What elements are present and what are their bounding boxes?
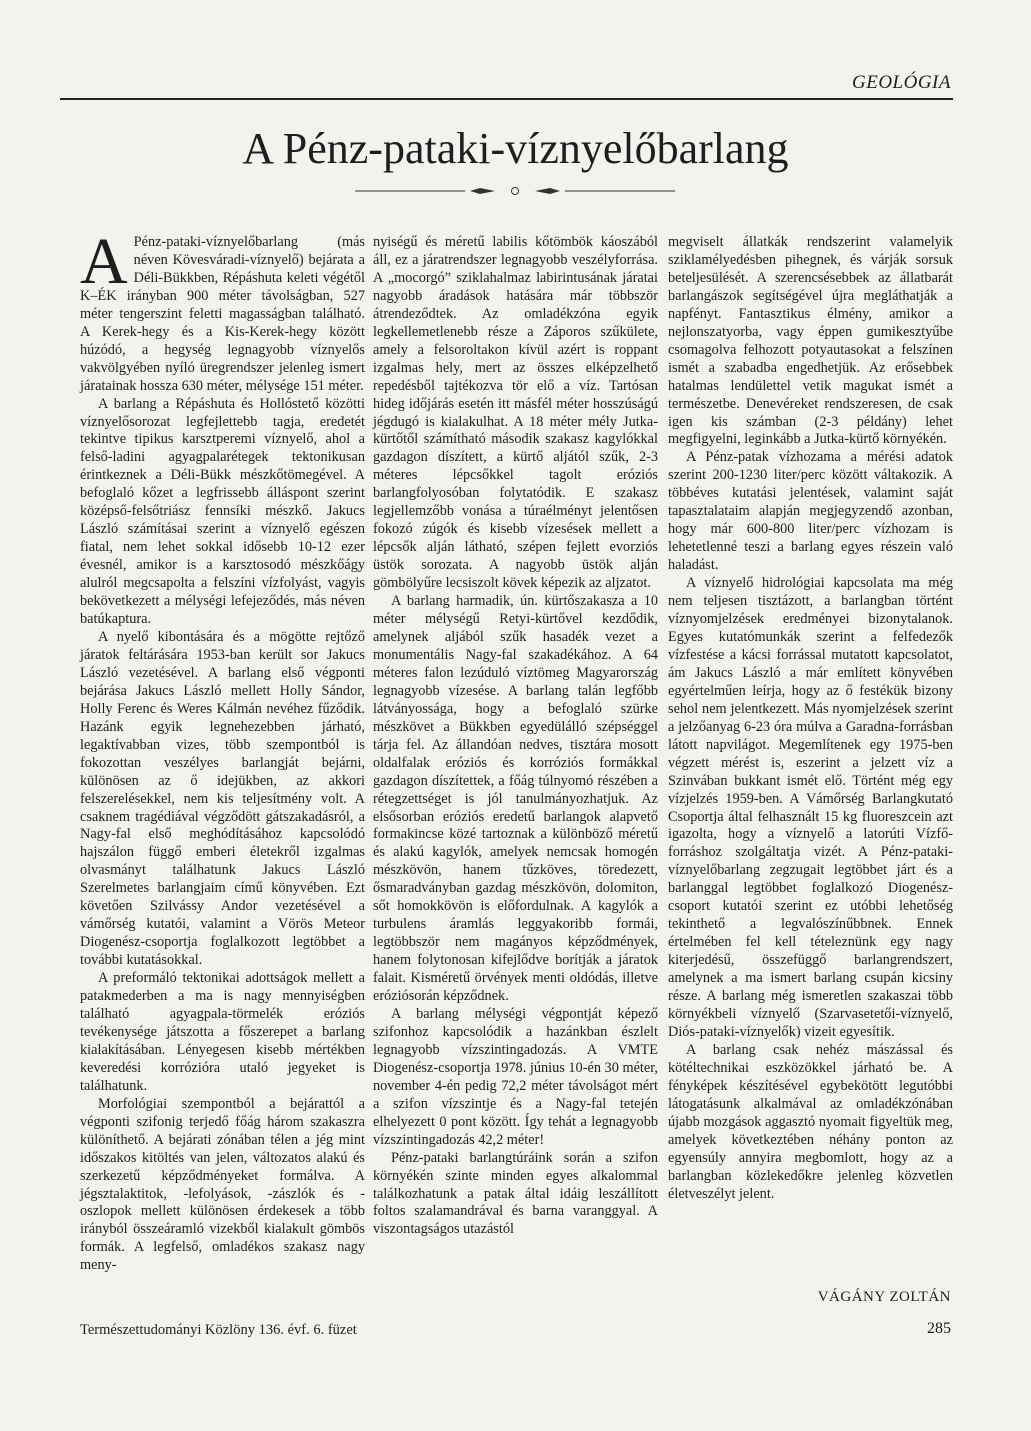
paragraph: megviselt állatkák rendszerint valamelyik sziklamélyedésben pihegnek, és várják sorsuk beteljesülését. A szerencsésebbek az állatbarát barlangászok segítségével újra megláthatják a napfényt. Fantasztikus élmény, amikor a nejlonszatyorba, vagy éppen gumikesztyűbe csomagolva felhozott potyautasokat a felszínen ismét a szabadba engedhetjük. Az erősebbek hatalmas lendülettel vetik magukat ismét a természetbe. Denevéreket rendszeresen, de csak igen kis számban (2-3 példány) lehet megfigyelni, leginkább a Jutka-kürtő környékén. <box>668 234 953 448</box>
drop-cap: A <box>80 225 128 298</box>
paragraph: A preformáló tektonikai adottságok mellett a patakmederben a ma is nagy mennyiségben található agyagpala-törmelék eróziós tevékenysége játszotta a főszerepet a barlang kialakításában. Lényegesen kisebb mértékben keveredési korrózióra utaló jegyeket is találhatunk. <box>80 970 365 1094</box>
paragraph-text: Pénz-pataki-víznyelőbarlang (más néven Kövesváradi-víznyelő) bejárata a Déli-Bükkben, Répáshuta keleti végétől K–ÉK irányban 900 méter távolságban, 527 méter tengerszint feletti magasságban található. A Kerek-hegy és a Kis-Kerek-hegy között húzódó, a hegység legnagyobb víznyelős vakvölgyében nyíló üregrendszer jelenleg ismert járatainak hossza 630 méter, mélysége 151 méter. <box>80 234 365 394</box>
paragraph: Pénz-pataki barlangtúráink során a szifon környékén szinte minden egyes alkalommal találkozhatunk a patak által idáig leszállított foltos szalamandrával és barna varanggyal. A viszontagságos utazástól <box>373 1149 658 1238</box>
article-title: A Pénz-pataki-víznyelőbarlang <box>242 124 789 173</box>
paragraph: A nyelő kibontására és a mögötte rejtőző járatok feltárására 1953-ban került sor Jakucs László vezetésével. A barlang első végponti bejárása Jakucs László mellett Holly Sándor, Holly Ferenc és Weres Kálmán nevéhez fűződik. Hazánk egyik legnehezebben járható, legaktívabban vizes, több szempontból is fokozottan veszélyes barlangját bejárni, különösen az ő idejükben, az akkori felszerelésekkel, nem kis teljesítmény volt. A csaknem tragédiával végződött gátszakadásról, a Nagy-fal első meghódításához kapcsolódó hajszálon függő emberi életekről izgalmas olvasmányt találhatunk Jakucs László Szerelmetes barlangjaim című könyvében. Ezt követően Szilvássy Andor vezetésével a vámőrség kutatói, valamint a Vörös Meteor Diogenész-csoportja foglalkozott legtöbbet a további kutatásokkal. <box>80 628 365 969</box>
column-1 <box>80 225 365 1275</box>
paragraph: A barlang harmadik, ún. kürtőszakasza a 10 méter mélységű Retyi-kürtővel kezdődik, amelynek aljából szűk hasadék vezet a monumentális Nagy-fal szakadékához. A 64 méteres falon lezúduló víztömeg Magyarország legnagyobb vízesése. A barlang talán legfőbb látványossága, hogy a befoglaló szürke mészkövet a Bükkben egyedülálló szépséggel tárja fel. Az állandóan nedves, tisztára mosott oldalfalak eróziós és korróziós formákkal gazdagon díszítettek, a főág túlnyomó részében a rétegzettséget is jól tanulmányozhatjuk. Az elsősorban eróziós eredetű barlangok alapvető formakincse közé tartoznak a különböző méretű és alakú kagylók, amelyek nemcsak homogén mészkövön, hanem tűzköves, töredezett, ősmaradványban gazdag mészkövön, dolomiton, sőt homokkövön is előfordulnak. A kagylók a turbulens áramlás leggyakoribb formái, legtöbbször nem magányos képződmények, hanem folytonosan kifejlődve borítják a járatok falait. Kisméretű örvények menti oldódás, illetve eróziósorán képződnek. <box>373 593 658 1005</box>
paragraph: nyiségű és méretű labilis kőtömbök káoszából áll, ez a járatrendszer legnagyobb veszélyforrása. A „mocorgó” sziklahalmaz labirintusának járatai nagyobb áradások hatására már többször átrendeződtek. Az omladékzóna egyik legkellemetlenebb része a Záporos szűkülete, amely a felsoroltakon kívül azért is roppant izgalmas hely, mert az összes elképzelhető repedésből tajtékozva tör elő a víz. Tartósan hideg időjárás esetén itt másfél méter hosszúságú jégdugó is kialakulhat. A 18 méter mély Jutka-kürtőtől számítható második szakasz kagylókkal gazdagon díszített, a kürtő aljától szűk, 2-3 méteres lépcsőkkel tagolt eróziós barlangfolyosóban folytatódik. E szakasz legjellemzőbb vonása a túraélményt jelentősen fokozó zúgók és kisebb vízesések mellett a lépcsők alján látható, szépen fejlett evorziós üstök sorozata. A nagyobb üstök alján gömbölyűre lecsiszolt kövek képezik az aljzatot. <box>373 234 658 592</box>
column-2 <box>373 234 658 1239</box>
paragraph <box>80 225 365 396</box>
author-name: VÁGÁNY ZOLTÁN <box>817 1289 951 1305</box>
paragraph: A barlang a Répáshuta és Hollóstető közötti víznyelősorozat legfejlettebb tagja, eredetét tekintve tipikus karsztperemi víznyelő, ahol a felső-ladini agyagpalarétegek tektonikusan érintkeznek a Déli-Bükk mészkőtömegével. A befoglaló kőzet a legfrissebb álláspont szerint középső-felsőtriász fennsíki mészkő. Jakucs László számításai szerint a víznyelő egészen fiatal, nem lehet sokkal idősebb 10-12 ezer évesnél, amikor is a karsztosodó mészkőágy alulról megcsapolta a felszíni vízfolyást, vagyis bekövetkezett a mélységi lefejeződés, más néven batúkaptura. <box>80 395 365 628</box>
paragraph: A barlang csak nehéz mászással és kötéltechnikai eszközökkel járható be. A fényképek készítésével egybekötött legutóbbi látogatásunk alkalmával az omladékzónában újabb mozgások aggasztó nyomait figyeltük meg, amelyek következtében néhány ponton az egyensúly annyira megbomlott, hogy az a barlangban közlekedőkre jelenleg közvetlen életveszélyt jelent. <box>668 1041 953 1202</box>
journal-footer: Természettudományi Közlöny 136. évf. 6. füzet <box>80 1322 357 1338</box>
header-rule <box>60 98 953 100</box>
paragraph: A Pénz-patak vízhozama a mérési adatok szerint 200-1230 liter/perc között váltakozik. A többéves kutatási jelentések, valamint saját tapasztalataim alapján megjegyzendő azonban, hogy már 600-800 liter/perc vízhozam is lehetetlenné teszi a barlang egyes részein való haladást. <box>668 449 953 574</box>
title-ornament <box>355 185 675 197</box>
column-3 <box>668 234 953 1203</box>
section-label: GEOLÓGIA <box>852 72 951 93</box>
paragraph: A víznyelő hidrológiai kapcsolata ma még nem teljesen tisztázott, a barlangban történt víznyomjelzések eredményei bizonytalanok. Egyes kutatómunkák szerint a felfedezők vízfestése a kácsi forrással mutatott kapcsolatot, ám Jakucs László a már említett könyvében egyértelműen leírja, hogy az ő festékük bizony sehol nem jelentkezett. Más nyomjelzések szerint a jelzőanyag 6-23 óra múlva a Garadna-forrásban látott napvilágot. Megemlítenek egy 1975-ben végzett mérést is, eszerint a jelzett víz a Szinvában bukkant ismét elő. Történt még egy vízjelzés 1959-ben. A Vámőrség Barlangkutató Csoportja által felhasznált 15 kg fluoreszcein azt igazolta, hogy a víznyelő a latorúti Vízfő-forráshoz szolgáltatja vizét. A Pénz-pataki-víznyelőbarlang zegzugait legtöbbet járt és a barlanggal legtöbbet foglalkozó Diogenész-csoport kutatói szerint ez utóbbi lehetőség tekinthető a legvalószínűbbnek. Ennek értelmében fel kell tételeznünk egy nagy kiterjedésű, összefüggő barlangrendszert, amelynek a ma ismert barlang csupán kicsiny része. A barlang még ismeretlen szakaszai több környékbeli víznyelő (Szarvasetetői-víznyelő, Diós-pataki-víznyelők) vizeit egyesítik. <box>668 575 953 1040</box>
page-number: 285 <box>927 1320 951 1337</box>
paragraph: Morfológiai szempontból a bejárattól a végponti szifonig terjedő főág három szakaszra különíthető. A bejárati zónában télen a jég mint időszakos kitöltés van jelen, változatos alakú és szerkezetű képződményeket formálva. A jégsztalaktitok, -lefolyások, -zászlók és -oszlopok mellett különösen érdekesek a több irányból összeáramló vizekből kialakult gömbös formák. A legfelső, omladékos szakasz nagy meny- <box>80 1095 365 1274</box>
paragraph: A barlang mélységi végpontját képező szifonhoz kapcsolódik a hazánkban észlelt legnagyobb vízszintingadozás. A VMTE Diogenész-csoportja 1978. június 10-én 30 méter, november 4-én pedig 72,2 méter távolságot mért a szifon vízszintje és a Nagy-fal tetején elhelyezett 0 pont között. Így tehát a legnagyobb vízszintingadozás 42,2 méter! <box>373 1005 658 1148</box>
